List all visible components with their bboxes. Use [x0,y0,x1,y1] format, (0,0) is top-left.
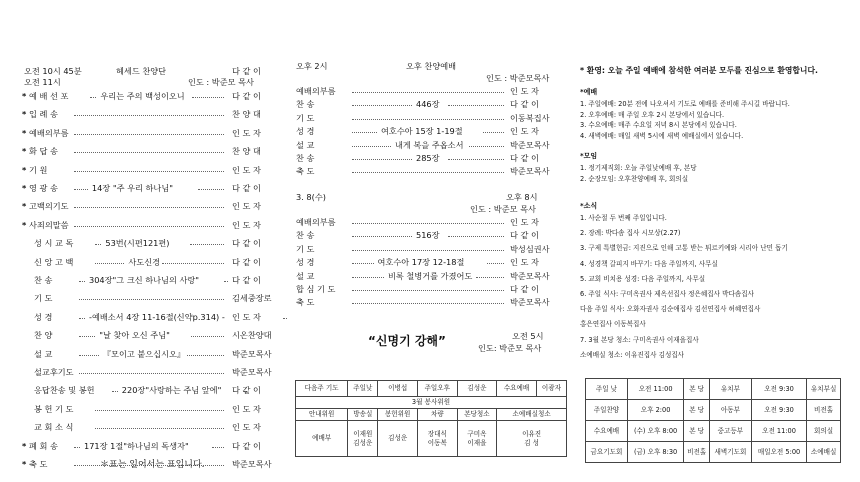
row-content: 220장"사랑하는 주님 앞에" [121,385,222,396]
leader-dots [191,336,224,337]
row-who: 찬 양 대 [232,146,261,157]
row-label: 축 도 [29,459,48,469]
leader-dots [448,236,504,237]
header1-title: 헤세드 찬양단 [116,66,167,76]
leader-dots [79,336,95,337]
duty-head: 방송실 [348,409,378,421]
row-label: 찬 송 [296,230,315,241]
duty-prayer-row [296,381,567,397]
leader-dots [74,189,88,190]
worship-row [0,238,280,249]
worship-row [290,257,570,268]
star-mark: * [22,109,27,120]
worship-row [290,166,570,177]
news-item: 7. 3월 본당 청소: 구미옥권사 이재을집사 [580,335,699,344]
worship-item: 3. 수요예배: 매주 수요일 저녁 8시 본당에서 있습니다. [580,121,737,129]
news-item: 4. 성경책 갈피지 바꾸기: 다음 주일까지, 사무실 [580,259,718,268]
worship-row [290,217,570,228]
schedule-cell: 회의실 [807,421,841,442]
leader-dots [352,250,504,251]
welcome-text: * 환영: 오늘 주일 예배에 참석한 여러분 모두를 진심으로 환영합니다. [580,66,818,75]
duty-table [295,380,567,457]
leader-dots [74,226,224,227]
schedule-cell: 본 당 [684,379,710,400]
news-item: 소예배실 청소: 이유진집사 김성집사 [580,350,685,359]
leader-dots [476,277,504,278]
worship-row [290,271,570,282]
leader-dots [79,281,85,282]
row-content: 사도신경 [128,256,161,267]
meeting-item: 1. 정기제직회: 오늘 주일낮예배 후, 본당 [580,164,697,172]
row-content: 비록 철병거를 가졌어도 [388,270,473,281]
leader-dots [79,299,224,300]
row-who: 인 도 자 [232,164,261,175]
worship-item: 4. 새벽예배: 매일 새벽 5시에 새벽 예배실에서 있습니다. [580,131,744,140]
leader-dots [162,263,224,264]
row-label: 설 교 [296,270,315,281]
schedule-cell: 오후 2:00 [627,400,683,421]
leader-dots [352,290,504,291]
row-content: 304장"그 크신 하나님의 사랑" [89,275,200,285]
schedule-cell: 금요기도회 [586,442,628,463]
row-label: 성 경 [296,126,315,137]
footnote: ＊표는 일어서는 표입니다. [100,460,205,470]
duty-head: 안내위원 [296,409,348,421]
duty-value: 예배부 [296,421,348,457]
leader-dots [192,97,224,98]
schedule-row [586,379,841,400]
duty-head: 본당청소 [457,409,497,421]
leader-dots [90,97,96,98]
row-label: 설 교 [34,348,53,359]
schedule-cell: 비전홀 [684,442,710,463]
row-who: 다 같 이 [232,183,261,193]
right-column [578,0,856,482]
row-content: 내게 복을 주옵소서 [395,139,464,150]
worship-row [0,422,280,433]
leader-dots [74,134,224,135]
schedule-cell: 중고등부 [709,421,751,442]
row-who: 시온찬양대 [232,330,272,341]
row-who: 인 도 자 [232,219,261,230]
row-label: 찬 송 [296,99,315,110]
worship-row [0,404,280,415]
middle-column [290,0,570,482]
row-label: 응답찬송 및 봉헌 [34,385,95,396]
schedule-cell: 비전홀 [807,400,841,421]
worship-row [0,109,280,120]
schedule-cell: 본 당 [684,400,710,421]
row-who: 박준모목사 [232,348,272,359]
duty-heads-row [296,409,567,421]
row-label: 고백의기도 [29,201,69,212]
leader-dots [352,263,374,264]
schedule-cell: 유치부 [709,379,751,400]
row-content: 446장 [416,99,440,110]
leader-dots [95,244,101,245]
row-who: 찬 양 대 [232,109,261,120]
leader-dots [112,391,118,392]
leader-dots [190,244,224,245]
worship-row [290,230,570,241]
leader-dots [79,355,99,356]
duty-cell: 주일낮 [348,381,378,397]
row-label: 화 답 송 [29,146,58,157]
row-label: 입 례 송 [29,109,58,120]
duty-value: 이재원 김성운 [348,421,378,457]
row-who: 다 같 이 [232,91,261,101]
worship-row [0,275,280,286]
leader-dots [352,236,412,237]
leader-dots [448,159,504,160]
row-label: 사죄의말씀 [29,219,69,230]
schedule-row [586,442,841,463]
row-label: 봉 헌 기 도 [34,403,74,414]
worship-row [0,146,280,157]
worship-item: 2. 오후예배: 매 주일 오후 2시 본당에서 있습니다. [580,110,725,119]
leader-dots [352,303,504,304]
leader-dots [212,447,224,448]
row-who: 인 도 자 [510,257,539,268]
schedule-cell: 새벽기도회 [709,442,751,463]
healing-title: “신명기 강해” [368,334,446,348]
duty-head: 소예배실청소 [497,409,567,421]
leader-dots [95,428,224,429]
duty-head: 차량 [418,409,458,421]
row-who: 이동복집사 [510,112,550,123]
star-mark: * [22,183,27,193]
worship-row [290,99,570,110]
leader-dots [283,318,287,319]
duty-vals-row [296,421,567,457]
worship-row [0,220,280,231]
row-label: 설교후기도 [34,367,74,377]
star-mark: * [22,164,27,175]
row-content: 516장 [416,230,440,241]
row-who: 박준모목사 [510,166,550,177]
schedule-cell: 유치부실 [807,379,841,400]
row-label: 찬 양 [34,330,53,341]
worship-row [0,349,280,360]
news-item: 다음 주일 식사: 오화자권사 김순애집사 김선연집사 허혜연집사 [580,305,761,314]
row-label: 성 시 교 독 [34,238,74,249]
header2-who: 인도 : 박준모 목사 [188,77,254,87]
row-who: 인 도 자 [510,86,539,96]
wed-date: 3. 8(수) [296,192,326,202]
news-item: 5. 교회 비치용 성경: 다음 주일까지, 사무실 [580,274,706,283]
healing-time: 오전 5시 [512,331,544,341]
leader-dots [352,92,504,93]
duty-cell: 이병섭 [378,381,418,397]
pm-title: 오후 찬양예배 [406,61,457,71]
schedule-cell: (수) 오후 8:00 [627,421,683,442]
row-content: 우리는 주의 백성이오니 [100,91,185,101]
duty-cell: 이광자 [536,381,566,397]
row-who: 박준모목사 [510,139,550,150]
schedule-table [585,378,841,463]
row-label: 기 도 [296,112,315,123]
worship-row [0,128,280,139]
leader-dots [352,172,504,173]
row-content: 여호수아 17장 12-18절 [377,257,465,268]
row-who: 다 같 이 [510,99,539,110]
row-label: 예배의부름 [296,86,336,96]
leader-dots [352,132,377,133]
worship-row [0,330,280,341]
leader-dots [352,105,412,106]
worship-heading: *예배 [580,88,598,96]
row-content: 171장 1절"하나님의 독생자" [84,440,189,451]
row-who: 인 도 자 [232,311,261,322]
row-label: 기 도 [34,293,53,304]
row-label: 폐 회 송 [29,440,58,451]
schedule-cell: 아동부 [709,400,751,421]
row-label: 교 회 소 식 [34,422,74,433]
star-mark: * [22,440,27,451]
row-content: 53번(시편121편) [105,238,170,249]
worship-row [0,385,280,396]
news-item: 1. 사순절 두 번째 주일입니다. [580,214,667,222]
row-label: 기 원 [29,164,48,175]
row-who: 다 같 이 [232,256,261,267]
header1-who: 다 같 이 [232,66,261,76]
leader-dots [469,146,504,147]
row-label: 설 교 [296,139,315,150]
schedule-row [586,421,841,442]
leader-dots [352,223,504,224]
row-who: 다 같 이 [232,440,261,451]
schedule-cell: 소예배실 [807,442,841,463]
row-who: 다 같 이 [510,284,539,294]
schedule-cell: 주일찬양 [586,400,628,421]
row-who: 박준모목사 [510,297,550,308]
leader-dots [187,355,224,356]
row-who: 다 같 이 [510,153,539,163]
meeting-item: 2. 순장모임: 오후찬양예배 후, 회의실 [580,174,689,183]
news-item: 홍은연집사 이동복집사 [580,320,646,329]
wed-time: 오후 8시 [506,192,538,202]
row-label: 예배의부름 [29,127,69,138]
worship-row [0,165,280,176]
row-label: 축 도 [296,166,315,177]
healing-leader: 인도: 박준모 목사 [478,343,542,353]
row-content: 여호수아 15장 1-19절 [381,126,463,137]
row-who: 인 도 자 [232,201,261,212]
star-mark: * [22,91,27,101]
star-mark: * [22,459,27,469]
leader-dots [95,410,224,411]
row-content: 14장 "주 우리 하나님" [91,183,174,193]
worship-row [290,244,570,255]
worship-row [0,367,280,378]
row-label: 찬 송 [296,153,315,163]
row-who: 박준모목사 [232,459,272,469]
wed-leader: 인도 : 박준모 목사 [470,204,536,214]
duty-cell: 수요예배 [497,381,537,397]
worship-row [290,297,570,308]
leader-dots [352,146,391,147]
duty-value: 이유진 김 성 [497,421,567,457]
duty-cell: 다음주 기도 [296,381,348,397]
leader-dots [79,373,224,374]
news-item: 2. 장례: 박다솜 집사 시모상(2.27) [580,229,681,238]
row-label: 성 경 [34,311,53,322]
row-who: 인 도 자 [232,403,261,414]
row-who: 인 도 자 [510,126,539,137]
duty-head: 봉헌위원 [378,409,418,421]
leader-dots [74,115,224,116]
schedule-cell: 오전 9:30 [751,400,806,421]
leader-dots [224,281,228,282]
row-label: 예배의부름 [296,217,336,227]
news-item: 3. 구제 특별헌금: 지진으로 인해 고통 받는 튀르키예와 시리아 난민 돕기 [580,244,788,253]
leader-dots [352,159,412,160]
schedule-cell: 매일오전 5:00 [751,442,806,463]
duty-title: 3월 봉사위원 [296,397,567,409]
worship-item: 1. 주일예배: 20분 전에 나오셔서 기도로 예배를 준비해 주시길 바랍니다. [580,100,790,108]
leader-dots [487,263,505,264]
leader-dots [74,207,224,208]
leader-dots [74,171,224,172]
duty-cell: 주일오후 [418,381,458,397]
worship-row [0,441,280,452]
duty-cell: 김성운 [457,381,497,397]
leader-dots [74,152,224,153]
worship-row [290,153,570,164]
row-who: 인 도 자 [232,422,261,433]
schedule-cell: 본 당 [684,421,710,442]
row-label: 성 경 [296,257,315,268]
row-who: 다 같 이 [232,238,261,249]
row-who: 박성심권사 [510,243,550,254]
schedule-cell: 오전 11:00 [751,421,806,442]
schedule-cell: 오전 11:00 [627,379,683,400]
row-label: 신 앙 고 백 [34,256,74,267]
duty-value: 장대식 이동복 [418,421,458,457]
row-label: 기 도 [296,243,315,254]
row-content: -예배소서 4장 11-16절(신약p.314) - [89,311,225,322]
row-content: 285장 [416,153,440,163]
worship-row [0,183,280,194]
duty-title-row [296,397,567,409]
row-who: 김세중장로 [232,293,272,304]
row-label: 예 배 선 포 [29,91,69,101]
row-who: 다 같 이 [232,385,261,396]
left-column [0,0,280,482]
worship-row [0,201,280,212]
schedule-cell: 주일 낮 [586,379,628,400]
worship-row [290,113,570,124]
worship-row [0,312,280,323]
leader-dots [448,105,504,106]
worship-row [0,293,280,304]
star-mark: * [22,127,27,138]
row-label: 축 도 [296,297,315,308]
pm-time: 오후 2시 [296,61,328,71]
schedule-cell: 오전 9:30 [751,379,806,400]
leader-dots [95,263,124,264]
row-content: 『모이고 붙으십시오』 [102,348,186,359]
row-who: 박준모목사 [510,270,550,281]
news-item: 6. 주일 식사: 구미옥권사 제옥선집사 정은혜집사 박다솜집사 [580,290,754,298]
worship-row [290,140,570,151]
worship-row [290,126,570,137]
star-mark: * [22,146,27,157]
row-who: 인 도 자 [510,217,539,227]
header1-time: 오전 10시 45분 [24,66,82,76]
meeting-heading: *모임 [580,152,598,160]
leader-dots [74,447,80,448]
row-who: 다 같 이 [232,275,261,285]
schedule-cell: 수요예배 [586,421,628,442]
leader-dots [352,277,384,278]
star-mark: * [22,219,27,230]
row-content: "날 찾아 오신 주님" [99,330,170,341]
worship-row [0,257,280,268]
row-who: 인 도 자 [232,127,261,138]
star-mark: * [22,201,27,212]
header2-time: 오전 11시 [24,77,61,87]
worship-row [0,91,280,102]
pm-leader: 인도 : 박준모목사 [486,73,550,83]
duty-value: 구미옥 이재을 [457,421,497,457]
worship-row [290,284,570,295]
duty-value: 김성운 [378,421,418,457]
row-label: 찬 송 [34,275,53,285]
row-who: 박준모목사 [232,367,272,377]
schedule-row [586,400,841,421]
row-label: 영 광 송 [29,183,58,193]
leader-dots [483,132,504,133]
row-who: 다 같 이 [510,230,539,241]
leader-dots [198,189,224,190]
worship-row [290,86,570,97]
news-heading: *소식 [580,202,598,210]
leader-dots [352,119,504,120]
row-label: 합 심 기 도 [296,284,336,294]
schedule-cell: (금) 오후 8:30 [627,442,683,463]
leader-dots [79,318,85,319]
